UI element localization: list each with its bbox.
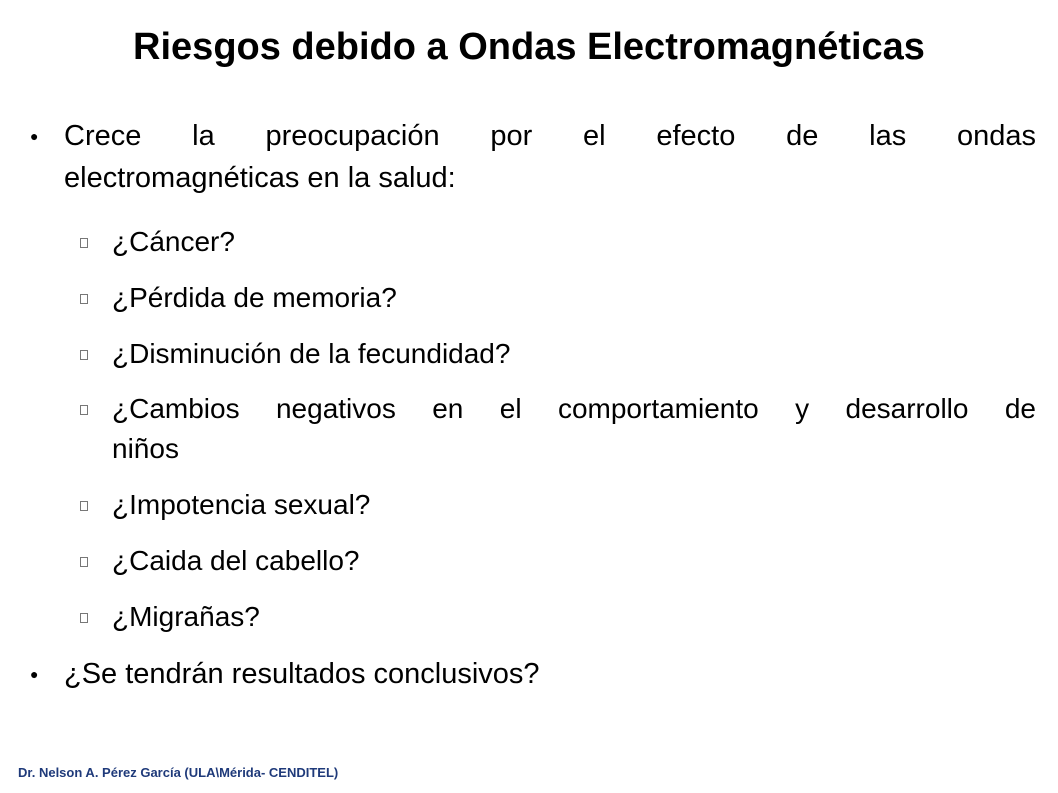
bullet-dot-icon: ● [30,128,39,144]
sub-list-item [80,389,1036,469]
sub-list-item [80,485,1036,525]
sub-item-text: ¿Cáncer? [112,226,235,257]
sub-item-text: ¿Caida del cabello? [112,545,360,576]
sub-item-text: ¿Pérdida de memoria? [112,282,397,313]
sub-item-text [112,389,1036,469]
sub-item-text: ¿Impotencia sexual? [112,489,371,520]
square-bullet-icon [80,350,88,360]
square-bullet-icon [80,238,88,248]
sub-item-text: ¿Migrañas? [112,601,260,632]
bullet-text-line: electromagnéticas en la salud: [64,162,456,194]
bullet-dot-icon: ● [30,666,39,682]
square-bullet-icon [80,557,88,567]
bullet-text: ¿Se tendrán resultados conclusivos? [64,658,540,690]
sub-list-item [80,334,1036,374]
sub-list-item [80,597,1036,637]
square-bullet-icon [80,405,88,415]
sub-list-item [80,541,1036,581]
sub-list-item [80,222,1036,262]
square-bullet-icon [80,294,88,304]
square-bullet-icon [80,613,88,623]
sub-item-text-line: ¿Cambios negativos en el comportamiento y desarrollo de [112,393,1036,424]
bullet-text [64,115,1036,199]
sub-item-text-line: niños [112,433,179,464]
slide-title: Riesgos debido a Ondas Electromagnéticas [133,26,925,68]
square-bullet-icon [80,501,88,511]
sub-item-text: ¿Disminución de la fecundidad? [112,338,511,369]
sub-list-item [80,278,1036,318]
footer-credit: Dr. Nelson A. Pérez García (ULA\Mérida- CENDITEL) [18,765,339,780]
bullet-text-line: Crece la preocupación por el efecto de las ondas [64,120,1036,152]
bullet-item [30,115,1036,199]
bullet-item [30,653,1036,695]
